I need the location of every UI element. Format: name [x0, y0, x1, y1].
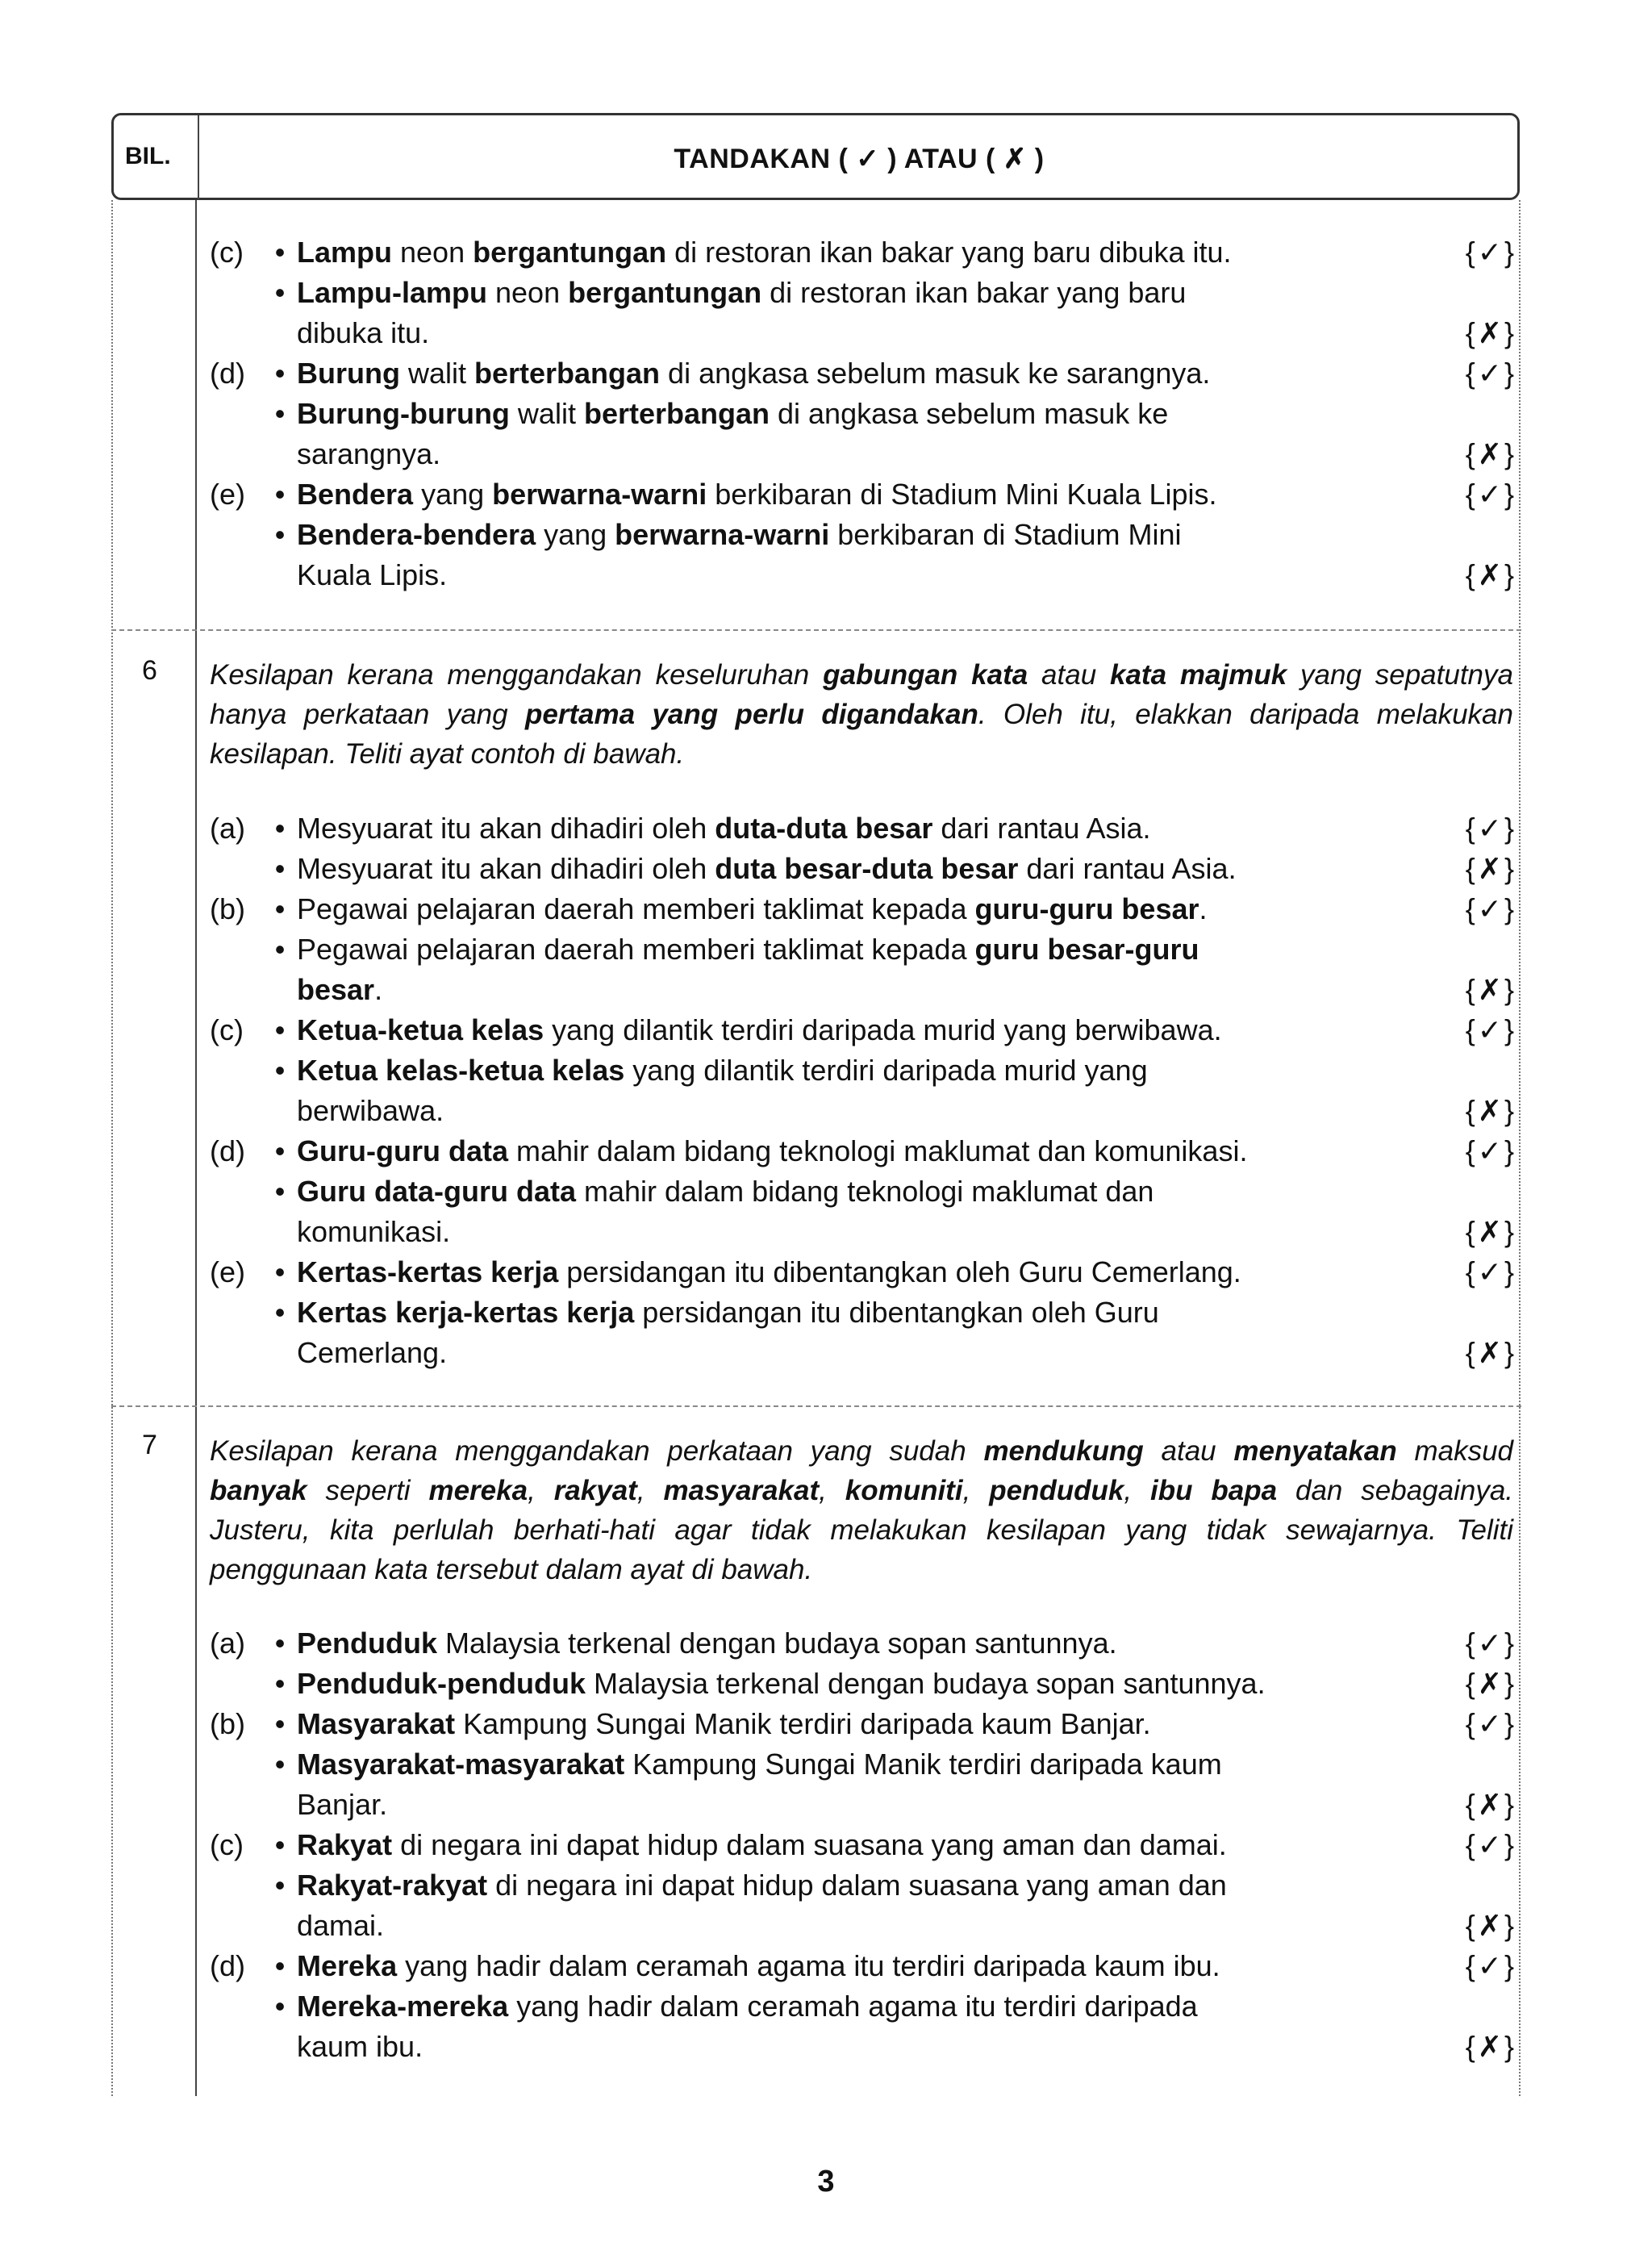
text-run: mahir dalam bidang teknologi maklumat dan komunikasi. [507, 1134, 1248, 1167]
check-mark-icon: {✓} [1465, 1013, 1516, 1046]
bullet-icon: • [274, 357, 286, 390]
key-phrase: berwarna-warni [492, 478, 707, 511]
item-label: (e) [210, 478, 245, 511]
bullet-icon: • [274, 812, 286, 845]
key-phrase: Burung-burung [297, 397, 510, 430]
key-phrase: pertama yang perlu digandakan [524, 699, 978, 730]
example-line [210, 515, 1516, 555]
item-label: (d) [210, 1134, 245, 1167]
cross-mark-icon: {✗} [1465, 852, 1516, 885]
bullet-icon: • [274, 1869, 286, 1902]
example-line [210, 970, 1516, 1010]
example-line [210, 1252, 1516, 1292]
key-phrase: Lampu-lampu [297, 276, 488, 309]
item-label: (c) [210, 236, 244, 269]
sentence-text [297, 1333, 447, 1373]
example-line [210, 394, 1516, 434]
text-run: yang hadir dalam ceramah agama itu terdiri daripada kaum ibu. [397, 1949, 1220, 1982]
bullet-icon: • [274, 1707, 286, 1740]
key-phrase: berwarna-warni [615, 518, 830, 551]
bullet-icon: • [274, 933, 286, 966]
sentence-text [297, 1623, 1117, 1664]
item-label: (b) [210, 1707, 245, 1740]
sentence-text [297, 434, 440, 474]
key-phrase: menyatakan [1233, 1435, 1397, 1467]
text-run: damai. [297, 1909, 385, 1942]
check-mark-icon: {✓} [1465, 1255, 1516, 1288]
key-phrase: Rakyat [297, 1828, 393, 1861]
text-run: dari rantau Asia. [932, 812, 1151, 845]
cross-mark-icon: {✗} [1465, 1788, 1516, 1821]
example-line [210, 1986, 1516, 2027]
text-run: Pegawai pelajaran daerah memberi taklimat kepada [297, 892, 975, 925]
bullet-icon: • [274, 1990, 286, 2023]
cross-mark-icon: {✗} [1465, 1667, 1516, 1700]
example-line [210, 232, 1516, 273]
item-label: (c) [210, 1828, 244, 1861]
key-phrase: banyak [210, 1475, 307, 1506]
sentence-text [297, 970, 382, 1010]
text-run: yang sepatutnya hanya perkataan yang [210, 659, 1513, 730]
check-mark-icon: {✓} [1465, 236, 1516, 269]
section7-intro [210, 1431, 1513, 1589]
example-line [210, 889, 1516, 929]
key-phrase: Mereka [297, 1949, 398, 1982]
example-line [210, 1623, 1516, 1664]
item-label: (e) [210, 1255, 245, 1288]
section5-lines [210, 232, 1516, 595]
sentence-text [297, 1986, 1198, 2027]
example-line [210, 1010, 1516, 1050]
left-border [111, 200, 113, 2096]
text-run: , [1124, 1475, 1151, 1506]
sentence-text [297, 1664, 1266, 1704]
key-phrase: Ketua kelas-ketua kelas [297, 1054, 625, 1087]
example-line [210, 555, 1516, 595]
text-run: di negara ini dapat hidup dalam suasana yang aman dan [487, 1869, 1227, 1902]
example-line [210, 1744, 1516, 1785]
text-run: walit [509, 397, 584, 430]
row-number-6: 6 [142, 655, 157, 686]
example-line [210, 1292, 1516, 1333]
text-run: dari rantau Asia. [1018, 852, 1237, 885]
check-mark-icon: {✓} [1465, 892, 1516, 925]
text-run: . [1199, 892, 1208, 925]
text-run: neon [487, 276, 569, 309]
example-line [210, 1091, 1516, 1131]
text-run: walit [399, 357, 474, 390]
example-line [210, 849, 1516, 889]
cross-mark-icon: {✗} [1465, 2030, 1516, 2063]
sentence-text [297, 1865, 1227, 1906]
sentence-text [297, 1785, 387, 1825]
item-label: (d) [210, 357, 245, 390]
bullet-icon: • [274, 1134, 286, 1167]
key-phrase: berterbangan [474, 357, 661, 390]
text-run: Cemerlang. [297, 1336, 448, 1369]
bullet-icon: • [274, 1054, 286, 1087]
key-phrase: duta-duta besar [715, 812, 933, 845]
row-number-7: 7 [142, 1430, 157, 1460]
key-phrase: Kertas-kertas kerja [297, 1255, 559, 1288]
key-phrase: Penduduk [297, 1627, 438, 1660]
sentence-text [297, 1704, 1151, 1744]
item-label: (a) [210, 812, 245, 845]
key-phrase: Rakyat-rakyat [297, 1869, 488, 1902]
key-phrase: gabungan kata [823, 659, 1028, 691]
bullet-icon: • [274, 236, 286, 269]
page-number: 3 [817, 2165, 835, 2199]
key-phrase: ibu bapa [1150, 1475, 1278, 1506]
check-mark-icon: {✓} [1465, 1134, 1516, 1167]
sentence-text [297, 849, 1237, 889]
text-run: Kesilapan kerana menggandakan perkataan yang sudah [210, 1435, 984, 1467]
sentence-text [297, 394, 1168, 434]
example-line [210, 474, 1516, 515]
key-phrase: Masyarakat-masyarakat [297, 1748, 625, 1781]
text-run: persidangan itu dibentangkan oleh Guru Cemerlang. [558, 1255, 1241, 1288]
sentence-text [297, 1252, 1241, 1292]
example-line [210, 1131, 1516, 1171]
sentence-text [297, 808, 1151, 849]
check-mark-icon: {✓} [1465, 357, 1516, 390]
cross-mark-icon: {✗} [1465, 316, 1516, 349]
example-line [210, 1906, 1516, 1946]
key-phrase: Ketua-ketua kelas [297, 1013, 544, 1046]
cross-mark-icon: {✗} [1465, 1094, 1516, 1127]
text-run: Kampung Sungai Manik terdiri daripada kaum [624, 1748, 1222, 1781]
sentence-text [297, 1292, 1159, 1333]
column-divider [195, 200, 197, 2096]
example-line [210, 929, 1516, 970]
cross-mark-icon: {✗} [1465, 437, 1516, 470]
text-run: di restoran ikan bakar yang baru [761, 276, 1187, 309]
sentence-text [297, 515, 1181, 555]
sentence-text [297, 1131, 1247, 1171]
bullet-icon: • [274, 518, 286, 551]
bullet-icon: • [274, 1828, 286, 1861]
key-phrase: masyarakat [663, 1475, 820, 1506]
example-line [210, 1212, 1516, 1252]
text-run: mahir dalam bidang teknologi maklumat dan [576, 1175, 1154, 1208]
key-phrase: Penduduk-penduduk [297, 1667, 586, 1700]
key-phrase: penduduk [989, 1475, 1124, 1506]
check-mark-icon: {✓} [1465, 1707, 1516, 1740]
text-run: yang dilantik terdiri daripada murid yang [624, 1054, 1148, 1087]
text-run: komunikasi. [297, 1215, 451, 1248]
key-phrase: Kertas kerja-kertas kerja [297, 1296, 635, 1329]
bullet-icon: • [274, 1175, 286, 1208]
text-run: , [528, 1475, 554, 1506]
text-run: Mesyuarat itu akan dihadiri oleh [297, 852, 715, 885]
text-run: , [636, 1475, 664, 1506]
bullet-icon: • [274, 852, 286, 885]
bullet-icon: • [274, 1255, 286, 1288]
bullet-icon: • [274, 397, 286, 430]
cross-mark-icon: {✗} [1465, 1909, 1516, 1942]
section6-lines [210, 808, 1516, 1373]
key-phrase: Guru data-guru data [297, 1175, 577, 1208]
sentence-text [297, 232, 1232, 273]
key-phrase: duta besar-duta besar [715, 852, 1019, 885]
example-line [210, 1664, 1516, 1704]
example-line [210, 1171, 1516, 1212]
key-phrase: Burung [297, 357, 400, 390]
sentence-text [297, 273, 1186, 313]
text-run: yang [413, 478, 493, 511]
text-run: di angkasa sebelum masuk ke sarangnya. [660, 357, 1211, 390]
example-line [210, 1785, 1516, 1825]
text-run: neon [392, 236, 473, 269]
text-run: dan sebagainya. Justeru, kita perlulah berhati-hati agar tidak melakukan kesilapan yang tidak sewajarnya. Teliti penggunaan kata tersebut dalam ayat di bawah. [210, 1475, 1514, 1585]
worksheet-table [111, 113, 1523, 2096]
key-phrase: mendukung [983, 1435, 1144, 1467]
text-run: Malaysia terkenal dengan budaya sopan santunnya. [437, 1627, 1117, 1660]
key-phrase: bergantungan [473, 236, 667, 269]
sentence-text [297, 353, 1210, 394]
sentence-text [297, 929, 1199, 970]
key-phrase: Bendera-bendera [297, 518, 536, 551]
sentence-text [297, 1946, 1220, 1986]
text-run: yang [536, 518, 615, 551]
sentence-text [297, 1212, 450, 1252]
bullet-icon: • [274, 1627, 286, 1660]
key-phrase: mereka [428, 1475, 528, 1506]
key-phrase: kata majmuk [1110, 659, 1287, 691]
sentence-text [297, 313, 429, 353]
key-phrase: guru besar-guru [974, 933, 1199, 966]
example-line [210, 1050, 1516, 1091]
text-run: Kuala Lipis. [297, 558, 448, 591]
text-run: berwibawa. [297, 1094, 444, 1127]
example-line [210, 2027, 1516, 2067]
right-border [1519, 200, 1521, 2096]
key-phrase: berterbangan [583, 397, 770, 430]
bullet-icon: • [274, 1667, 286, 1700]
text-run: maksud [1396, 1435, 1513, 1467]
section7-lines [210, 1623, 1516, 2067]
text-run: kaum ibu. [297, 2030, 423, 2063]
sentence-text [297, 1906, 384, 1946]
check-mark-icon: {✓} [1465, 812, 1516, 845]
example-line [210, 434, 1516, 474]
example-line [210, 1825, 1516, 1865]
cross-mark-icon: {✗} [1465, 1215, 1516, 1248]
sentence-text [297, 1171, 1153, 1212]
header-divider [198, 115, 199, 199]
key-phrase: rakyat [553, 1475, 637, 1506]
section6-intro [210, 655, 1513, 774]
example-line [210, 1946, 1516, 1986]
sentence-text [297, 1010, 1222, 1050]
item-label: (a) [210, 1627, 245, 1660]
text-run: di restoran ikan bakar yang baru dibuka itu. [666, 236, 1232, 269]
example-line [210, 353, 1516, 394]
key-phrase: komuniti [845, 1475, 963, 1506]
sentence-text [297, 2027, 423, 2067]
text-run: . [374, 973, 383, 1006]
text-run: Mesyuarat itu akan dihadiri oleh [297, 812, 715, 845]
text-run: Pegawai pelajaran daerah memberi taklimat kepada [297, 933, 975, 966]
key-phrase: bergantungan [568, 276, 762, 309]
sentence-text [297, 555, 447, 595]
cross-mark-icon: {✗} [1465, 1336, 1516, 1369]
key-phrase: Mereka-mereka [297, 1990, 509, 2023]
check-mark-icon: {✓} [1465, 1627, 1516, 1660]
key-phrase: besar [297, 973, 375, 1006]
key-phrase: Guru-guru data [297, 1134, 508, 1167]
example-line [210, 1333, 1516, 1373]
check-mark-icon: {✓} [1465, 1949, 1516, 1982]
item-label: (b) [210, 892, 245, 925]
text-run: persidangan itu dibentangkan oleh Guru [634, 1296, 1159, 1329]
sentence-text [297, 889, 1208, 929]
item-label: (c) [210, 1013, 244, 1046]
header-title: TANDAKAN ( ✓ ) ATAU ( ✗ ) [674, 144, 1045, 174]
bullet-icon: • [274, 892, 286, 925]
sentence-text [297, 1050, 1148, 1091]
cross-mark-icon: {✗} [1465, 558, 1516, 591]
text-run: Kampung Sungai Manik terdiri daripada kaum Banjar. [455, 1707, 1151, 1740]
row-divider [111, 1405, 1521, 1407]
bullet-icon: • [274, 1748, 286, 1781]
bullet-icon: • [274, 1949, 286, 1982]
key-phrase: Bendera [297, 478, 414, 511]
text-run: di angkasa sebelum masuk ke [770, 397, 1169, 430]
header-bil: BIL. [125, 143, 171, 169]
text-run: Kesilapan kerana menggandakan keseluruhan [210, 659, 824, 691]
example-line [210, 1865, 1516, 1906]
bullet-icon: • [274, 276, 286, 309]
text-run: yang hadir dalam ceramah agama itu terdiri daripada [508, 1990, 1198, 2023]
text-run: , [962, 1475, 990, 1506]
cross-mark-icon: {✗} [1465, 973, 1516, 1006]
text-run: dibuka itu. [297, 316, 430, 349]
example-line [210, 1704, 1516, 1744]
bullet-icon: • [274, 1296, 286, 1329]
key-phrase: guru-guru besar [974, 892, 1199, 925]
bullet-icon: • [274, 478, 286, 511]
text-run: atau [1143, 1435, 1234, 1467]
text-run: sarangnya. [297, 437, 441, 470]
text-run: seperti [307, 1475, 429, 1506]
key-phrase: Lampu [297, 236, 393, 269]
text-run: . Oleh itu, elakkan daripada melakukan kesilapan. Teliti ayat contoh di bawah. [210, 699, 1513, 770]
text-run: di negara ini dapat hidup dalam suasana yang aman dan damai. [392, 1828, 1227, 1861]
example-line [210, 273, 1516, 313]
example-line [210, 808, 1516, 849]
check-mark-icon: {✓} [1465, 1828, 1516, 1861]
text-run: yang dilantik terdiri daripada murid yang berwibawa. [544, 1013, 1222, 1046]
example-line [210, 313, 1516, 353]
check-mark-icon: {✓} [1465, 478, 1516, 511]
text-run: , [819, 1475, 845, 1506]
text-run: atau [1028, 659, 1110, 691]
sentence-text [297, 474, 1217, 515]
row-divider [111, 629, 1521, 631]
text-run: berkibaran di Stadium Mini Kuala Lipis. [707, 478, 1217, 511]
text-run: berkibaran di Stadium Mini [829, 518, 1182, 551]
sentence-text [297, 1744, 1222, 1785]
text-run: Malaysia terkenal dengan budaya sopan santunnya. [585, 1667, 1266, 1700]
item-label: (d) [210, 1949, 245, 1982]
text-run: Banjar. [297, 1788, 388, 1821]
bullet-icon: • [274, 1013, 286, 1046]
key-phrase: Masyarakat [297, 1707, 456, 1740]
sentence-text [297, 1825, 1227, 1865]
table-header [111, 113, 1520, 200]
sentence-text [297, 1091, 444, 1131]
